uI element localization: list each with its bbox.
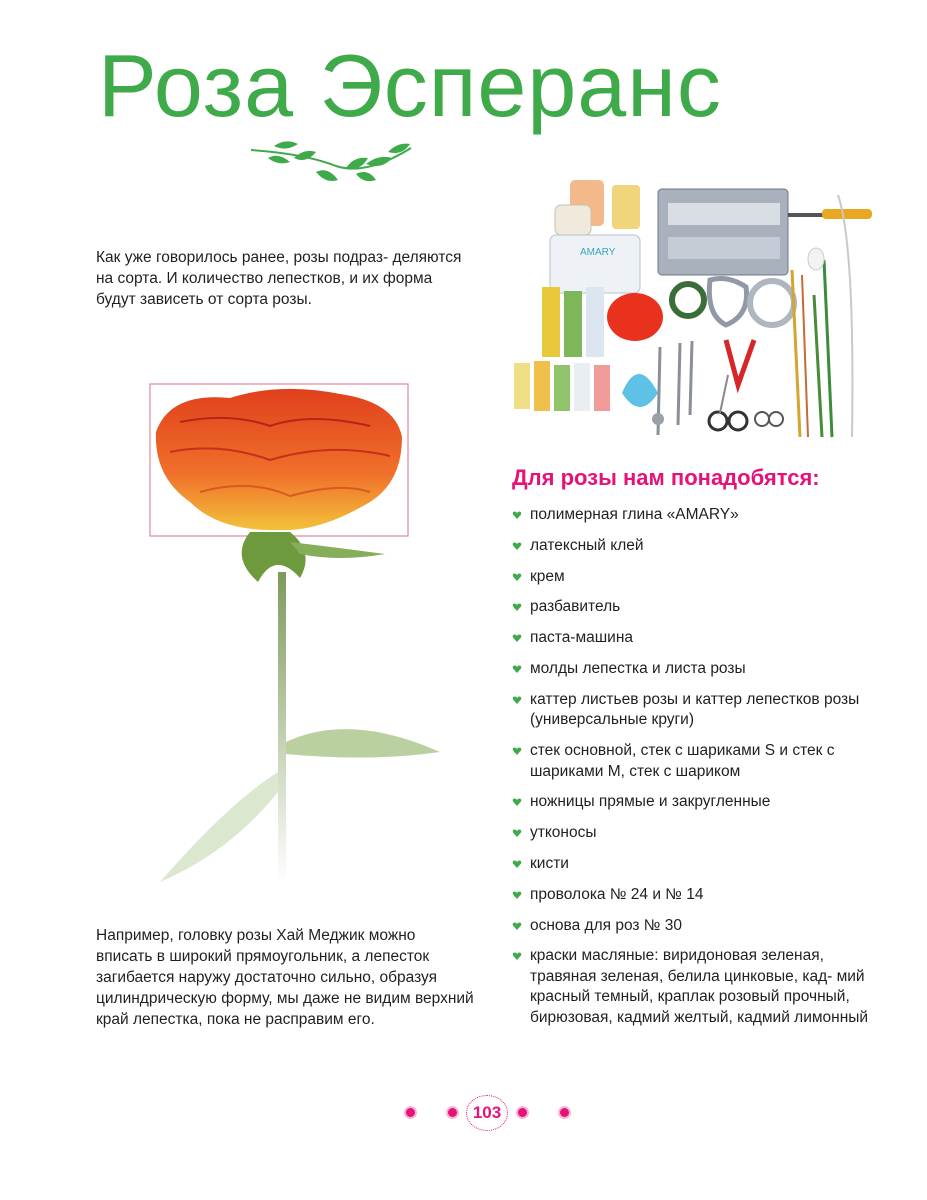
intro-text: Как уже говорилось ранее, розы подраз- деляются на сорта. И количество лепестков, и их форма будут зависеть от сорта розы. bbox=[96, 249, 462, 308]
list-item bbox=[512, 885, 882, 906]
list-item-label: краски масляные: виридоновая зеленая, травяная зеленая, белила цинковые, кад- мий красный темный, краплак розовый прочный, бирюзовая, кадмий желтый, кадмий лимонный bbox=[530, 947, 869, 1026]
list-item-label: основа для роз № 30 bbox=[530, 916, 682, 934]
list-item-label: каттер листьев розы и каттер лепестков розы (универсальные круги) bbox=[530, 690, 860, 729]
list-item bbox=[512, 505, 882, 526]
page-number-badge bbox=[466, 1095, 508, 1131]
list-item bbox=[512, 659, 882, 680]
list-item-label: полимерная глина «AMARY» bbox=[530, 506, 739, 523]
heart-icon bbox=[512, 746, 522, 756]
list-item-label: кисти bbox=[530, 854, 569, 872]
heart-icon bbox=[512, 890, 522, 900]
heart-icon bbox=[512, 695, 522, 705]
supplies-title: Для розы нам понадобятся: bbox=[512, 465, 820, 490]
leaf-ornament bbox=[246, 136, 416, 186]
heart-icon bbox=[512, 602, 522, 612]
heart-icon bbox=[512, 797, 522, 807]
heart-icon bbox=[512, 828, 522, 838]
list-item bbox=[512, 690, 882, 731]
list-item-label: проволока № 24 и № 14 bbox=[530, 885, 704, 903]
heart-icon bbox=[512, 541, 522, 551]
list-item-label: ножницы прямые и закругленные bbox=[530, 793, 771, 811]
list-item bbox=[512, 628, 882, 649]
list-item-label: молды лепестка и листа розы bbox=[530, 659, 746, 677]
list-item-label: паста-машина bbox=[530, 629, 634, 647]
clay-pack-label: AMARY bbox=[580, 247, 616, 258]
list-item bbox=[512, 916, 882, 937]
heart-icon bbox=[512, 921, 522, 931]
heart-icon bbox=[512, 633, 522, 643]
page-number: 103 bbox=[472, 1103, 502, 1122]
heart-icon bbox=[512, 951, 522, 961]
rose-photo bbox=[140, 382, 470, 897]
list-item bbox=[512, 741, 882, 782]
list-item-label: разбавитель bbox=[530, 598, 621, 616]
list-item-label: утконосы bbox=[530, 824, 597, 842]
rose-description: Например, головку розы Хай Меджик можно вписать в широкий прямоугольник, а лепесток загибается наружу достаточно сильно, образуя цилиндрическую форму, мы даже не видим верхний край лепестка, пока не расправим его. bbox=[96, 927, 474, 1028]
list-item-label: крем bbox=[530, 567, 565, 585]
heart-icon bbox=[512, 510, 522, 520]
list-item bbox=[512, 567, 882, 588]
list-item bbox=[512, 536, 882, 557]
decor-dot-icon bbox=[560, 1108, 569, 1117]
page-title: Роза Эсперанс bbox=[98, 36, 722, 135]
list-item bbox=[512, 597, 882, 618]
heart-icon bbox=[512, 859, 522, 869]
list-item-label: стек основной, стек с шариками S и стек с шариками M, стек с шариком bbox=[530, 742, 835, 780]
list-item bbox=[512, 854, 882, 875]
page-number-block bbox=[400, 1095, 575, 1131]
list-item bbox=[512, 946, 882, 1028]
list-item bbox=[512, 823, 882, 844]
decor-dot-icon bbox=[406, 1108, 415, 1117]
decor-dot-icon bbox=[448, 1108, 457, 1117]
supplies-list bbox=[512, 505, 882, 1039]
heart-icon bbox=[512, 664, 522, 674]
list-item bbox=[512, 792, 882, 813]
decor-dot-icon bbox=[518, 1108, 527, 1117]
list-item-label: латексный клей bbox=[530, 536, 644, 554]
tools-photo bbox=[510, 175, 875, 445]
heart-icon bbox=[512, 572, 522, 582]
